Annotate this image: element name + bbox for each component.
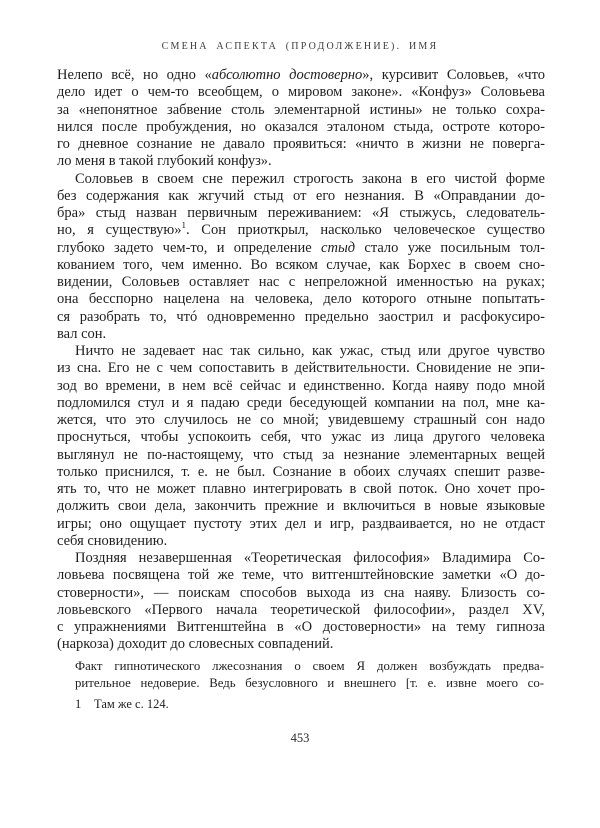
text-line: за «непонятное забвение столь элементарной истины» не только сохра- bbox=[57, 101, 545, 118]
text-line: Нелепо всё, но одно «абсолютно достоверно», курсивит Соловьев, «что bbox=[57, 67, 545, 83]
running-head: СМЕНА АСПЕКТА (ПРОДОЛЖЕНИЕ). ИМЯ bbox=[161, 41, 439, 52]
paragraph-1 bbox=[57, 67, 545, 171]
text-line: Ничто не задевает нас так сильно, как ужас, стыд или другое чувство bbox=[75, 343, 545, 359]
text-line: только приснился, т. е. не был. Сознание в обоих случаях спешит разве- bbox=[57, 463, 545, 480]
text-line: ло меня в такой глубокий конфуз». bbox=[57, 153, 272, 170]
text-line: себя сновидению. bbox=[57, 532, 168, 549]
text-line: кованием того, чем именно. Во всяком случае, как Борхес в своем сно- bbox=[57, 256, 545, 273]
text-line: с упражнениями Витгенштейна в «О достоверности» на тему гипноза bbox=[57, 619, 545, 635]
text-line: (наркоза) доходит до словесных совпадений. bbox=[57, 636, 334, 653]
text-line: без содержания как жгучий стыд от его незнания. В «Оправдании до- bbox=[57, 187, 545, 204]
text-line: подломился стул и я падаю среди беседующей компании на пол, мне ка- bbox=[57, 394, 545, 411]
text-line: вал сон. bbox=[57, 325, 107, 342]
paragraph-2 bbox=[57, 171, 545, 344]
block-quote bbox=[75, 658, 544, 692]
text-line: го дневное сознание не давало проявиться: «ничто в жизни не поверга- bbox=[57, 136, 545, 152]
text-line: проснуться, чтобы успокоить себя, что ужас из лица другого человека bbox=[57, 429, 545, 446]
text-line: но, я существую»$^1$. Сон приоткрыл, насколько человеческое существо bbox=[57, 222, 545, 239]
paragraph-3 bbox=[57, 343, 545, 550]
text-line: Поздняя незавершенная «Теоретическая философия» Владимира Со- bbox=[75, 550, 545, 566]
text-line: должить свои дела, закончить прежние и включиться в новые языковые bbox=[57, 498, 545, 515]
text-line: нился после пробуждения, но оказался эталоном стыда, остроте которо- bbox=[57, 118, 545, 135]
paragraph-4 bbox=[57, 550, 545, 654]
text-line: Факт гипнотического лжесознания о своем Я должен возбуждать предва- bbox=[75, 658, 544, 673]
text-line: зод во времени, в нем всё сейчас и единственно. Когда наяву подо мной bbox=[57, 377, 545, 394]
text-line: она бесспорно нацелена на человека, дело которого отныне попытать- bbox=[57, 291, 545, 308]
text-line: ловьевского «Первого начала теоретической философии», раздел XV, bbox=[57, 601, 545, 618]
text-line: видении, Соловьев оставляет нас с непреложной именностью на руках; bbox=[57, 274, 545, 290]
text-line: ловьева посвящена той же теме, что витгенштейновские заметки «О до- bbox=[57, 567, 545, 584]
text-line: ся разобрать то, чтó одновременно предельно заострил и расфокусиро- bbox=[57, 308, 545, 325]
footnote bbox=[75, 696, 545, 712]
text-line: Соловьев в своем сне пережил строгость закона в его чистой форме bbox=[75, 170, 545, 187]
page-number: 453 bbox=[290, 731, 310, 745]
text-line: жется, что это случилось не со мной; увидевшему страшный сон надо bbox=[57, 412, 545, 428]
text-line: дело идет о чем-то всеобщем, о мировом законе». «Конфуз» Соловьева bbox=[57, 84, 545, 101]
text-line: из сна. Его не с чем сопоставить в действительности. Сновидение не эпи- bbox=[57, 360, 545, 377]
footnote-marker: 1 bbox=[75, 697, 82, 711]
text-line: глубоко задето чем-то, и определение стыд стало уже посильным тол- bbox=[57, 239, 545, 256]
text-line: бра» стыд назван первичным переживанием: «Я стыжусь, следователь- bbox=[57, 205, 545, 221]
text-line: ять то, что не может плавно интегрировать в свой поток. Оно хочет про- bbox=[57, 481, 545, 497]
body-text bbox=[57, 67, 545, 692]
text-line: игры; оно ощущает пустоту этих дел и игр, раздваивается, но не отдаст bbox=[57, 515, 545, 532]
text-line: рительное недоверие. Ведь безусловного и внешнего [т. е. извне моего со- bbox=[75, 675, 544, 690]
text-line: стоверности», — поискам способов выхода из сна наяву. Близость со- bbox=[57, 584, 545, 601]
text-line: выглянул не по-настоящему, что стыд за незнание элементарных вещей bbox=[57, 446, 545, 463]
footnote-text: Там же с. 124. bbox=[94, 697, 169, 711]
